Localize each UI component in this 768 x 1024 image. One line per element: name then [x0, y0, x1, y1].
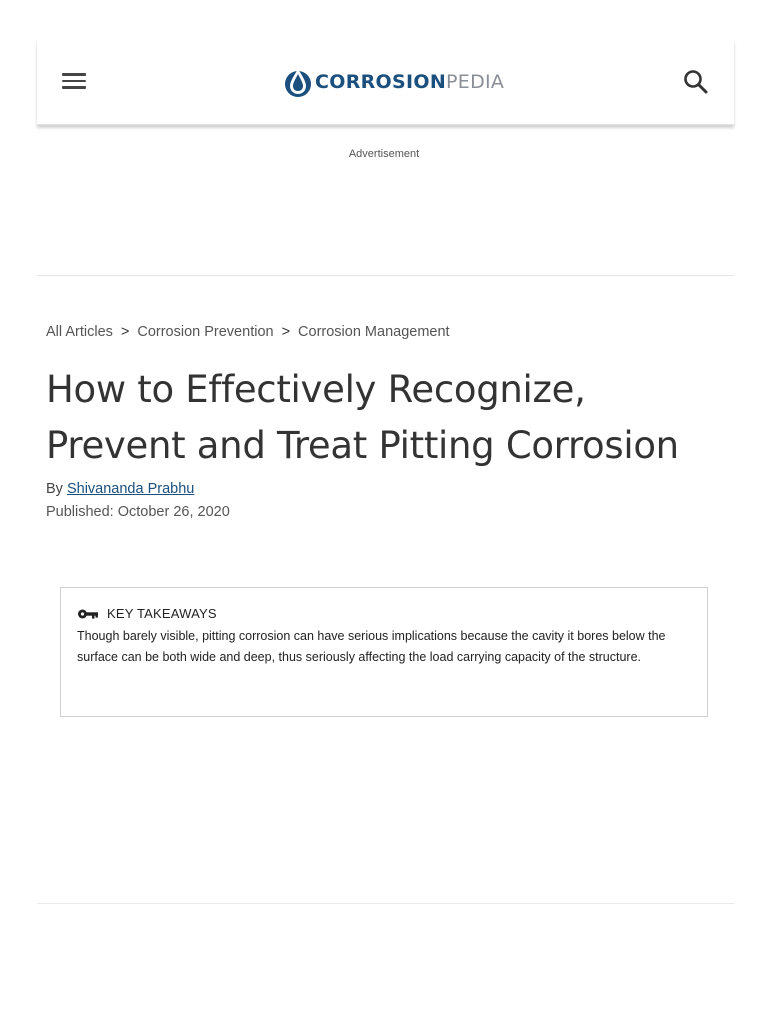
article-title: How to Effectively Recognize, Prevent and Treat Pitting Corrosion: [46, 368, 679, 467]
water-drop-icon: [283, 65, 313, 99]
breadcrumb-all-articles[interactable]: All Articles: [46, 324, 113, 340]
breadcrumb-corrosion-prevention[interactable]: Corrosion Prevention: [137, 324, 274, 340]
key-takeaways-heading: KEY TAKEAWAYS: [107, 606, 217, 621]
key-takeaways-header: [77, 606, 217, 621]
breadcrumb-separator: >: [281, 324, 291, 340]
divider: [37, 275, 734, 276]
key-takeaways-box: [60, 587, 708, 717]
logo-text-pedia: PEDIA: [446, 71, 505, 93]
hamburger-menu-icon[interactable]: [60, 70, 88, 94]
breadcrumb: [46, 324, 450, 340]
published-date: Published: October 26, 2020: [46, 504, 230, 520]
breadcrumb-separator: >: [120, 324, 130, 340]
logo-text-corrosion: CORROSION: [315, 71, 447, 93]
author-link[interactable]: Shivananda Prabhu: [66, 481, 195, 497]
logo-text: [315, 71, 504, 93]
byline-prefix: By: [46, 481, 63, 497]
byline: [46, 481, 194, 497]
site-logo[interactable]: [283, 64, 504, 100]
advertisement-label: Advertisement: [348, 148, 420, 160]
site-header: [37, 40, 734, 125]
key-icon: [77, 608, 99, 620]
breadcrumb-corrosion-management[interactable]: Corrosion Management: [298, 324, 450, 340]
divider: [37, 903, 734, 904]
key-takeaways-text: Though barely visible, pitting corrosion can have serious implications because the cavity it bores below the surface can be both wide and deep, thus seriously affecting the load carrying capacity of the structure.: [77, 629, 666, 664]
search-icon[interactable]: [682, 68, 710, 96]
